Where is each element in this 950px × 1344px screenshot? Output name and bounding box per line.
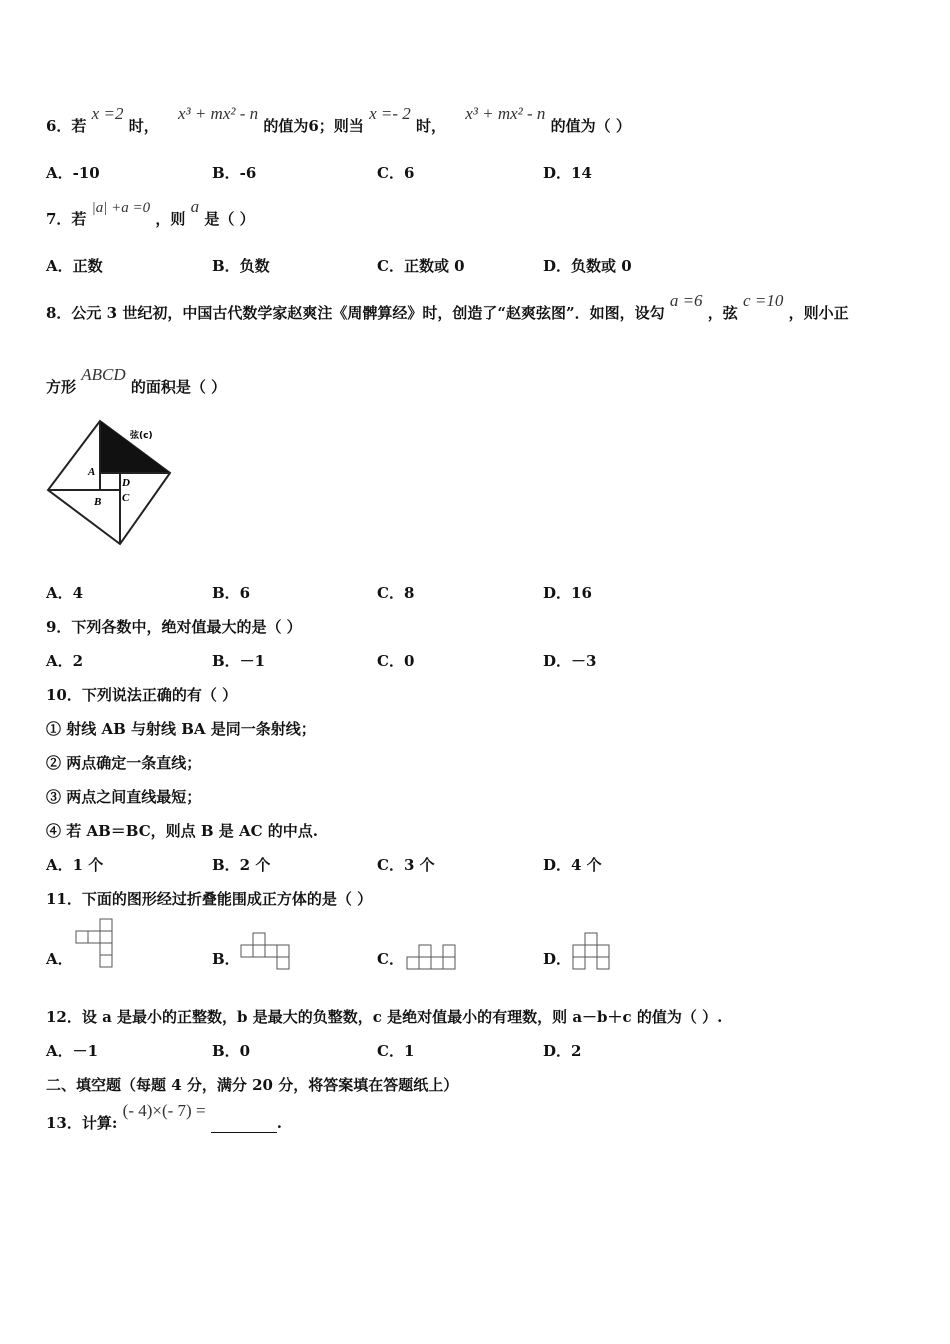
question-12: 12．设 a 是最小的正整数，b 是最大的负整数，c 是绝对值最小的有理数，则 a－b＋c 的值为（ ）. [46,1008,723,1026]
question-6 [46,104,631,136]
q8-math-a-eq-6: a =6 [669,291,703,310]
q8-text-4: 方形 [46,378,77,396]
q8-option-d[interactable]: D．16 [543,584,592,602]
q10-statement-4: ④ 若 AB＝BC，则点 B 是 AC 的中点. [46,822,319,840]
q8-text-5: 的面积是（ ） [130,378,227,396]
q6-math-expression: x³ + mx² - n [177,104,259,123]
q10-statement-1: ① 射线 AB 与射线 BA 是同一条射线； [46,720,316,738]
label-D: D [122,477,130,489]
q7-option-b[interactable]: B．负数 [212,257,270,275]
q7-math-a: a [190,197,200,216]
q6-text-3: 时， [415,117,446,135]
q13-math-expression: (- 4)×(- 7) = [122,1101,206,1120]
q9-option-d[interactable]: D．－3 [543,652,597,670]
label-C: C [122,492,130,504]
q6-number: 6．若 [46,117,87,135]
q6-math-expression-2: x³ + mx² - n [465,104,546,123]
q13-number: 13．计算: [46,1114,118,1132]
question-10: 10．下列说法正确的有（ ） [46,686,238,704]
q10-option-d[interactable]: D．4 个 [543,856,602,874]
q11-option-a[interactable]: A． [46,950,73,968]
question-7 [46,197,255,229]
label-A: A [88,466,96,478]
q11-option-b[interactable]: B． [212,950,240,968]
q7-text-1: ，则 [155,210,186,228]
q13-period: . [276,1114,283,1132]
q11-net-a [75,918,115,972]
q13-answer-blank[interactable] [211,1118,277,1133]
label-B: B [94,496,102,508]
q7-option-d[interactable]: D．负数或 0 [543,257,632,275]
q12-option-a[interactable]: A．－1 [46,1042,99,1060]
q8-math-abcd: ABCD [81,365,126,384]
q11-net-b [240,932,292,972]
q9-option-b[interactable]: B．－1 [212,652,266,670]
q8-text-1: 8．公元 3 世纪初，中国古代数学家赵爽注《周髀算经》时，创造了“赵爽弦图”．如图，设勾 [46,304,665,322]
q12-option-b[interactable]: B．0 [212,1042,251,1060]
q7-text-2: 是（ ） [204,210,255,228]
q9-option-a[interactable]: A．2 [46,652,84,670]
section-2-heading: 二、填空题（每题 4 分，满分 20 分，将答案填在答题纸上） [46,1076,459,1094]
q6-math-x-eq-2: x =2 [91,104,124,123]
q11-option-c[interactable]: C． [377,950,404,968]
q10-option-a[interactable]: A．1 个 [46,856,104,874]
q8-math-c-eq-10: c =10 [743,291,784,310]
q10-option-b[interactable]: B．2 个 [212,856,271,874]
question-8-line-2 [46,365,227,397]
question-9: 9．下列各数中，绝对值最大的是（ ） [46,618,302,636]
q6-math-x-eq-neg2: x =- 2 [369,104,411,123]
q8-option-b[interactable]: B．6 [212,584,251,602]
q6-text-1: 时， [128,117,159,135]
q6-option-d[interactable]: D．14 [543,164,592,182]
q11-option-d[interactable]: D． [543,950,572,968]
q6-option-a[interactable]: A．-10 [46,164,100,182]
q11-net-c [406,944,460,972]
q7-math-abs-a: |a| +a =0 [91,200,151,216]
question-13 [46,1101,283,1133]
q9-option-c[interactable]: C．0 [377,652,415,670]
q10-option-c[interactable]: C．3 个 [377,856,435,874]
q8-option-a[interactable]: A．4 [46,584,84,602]
q8-text-2: ，弦 [707,304,738,322]
label-chord: 弦(c) [130,431,153,441]
q7-option-c[interactable]: C．正数或 0 [377,257,465,275]
zhao-shuang-chord-diagram [44,418,176,548]
q8-option-c[interactable]: C．8 [377,584,415,602]
q8-text-3: ，则小正 [788,304,849,322]
q6-text-2: 的值为6；则当 [263,117,364,135]
q7-number: 7．若 [46,210,87,228]
q10-statement-3: ③ 两点之间直线最短； [46,788,202,806]
q6-option-c[interactable]: C．6 [377,164,415,182]
q12-option-d[interactable]: D．2 [543,1042,582,1060]
q6-option-b[interactable]: B．-6 [212,164,257,182]
q12-option-c[interactable]: C．1 [377,1042,415,1060]
q6-text-4: 的值为（ ） [550,117,631,135]
q11-net-d [572,932,612,972]
q7-option-a[interactable]: A．正数 [46,257,103,275]
question-8-line-1 [46,291,849,323]
question-11: 11．下面的图形经过折叠能围成正方体的是（ ） [46,890,373,908]
q10-statement-2: ② 两点确定一条直线； [46,754,202,772]
